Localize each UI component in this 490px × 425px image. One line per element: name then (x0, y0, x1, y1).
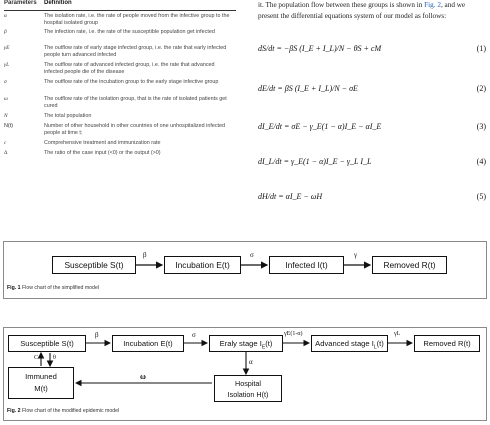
row-symbol: γE (4, 45, 10, 51)
label-sigma: σ (192, 331, 196, 339)
row-definition: The outflow rate of the isolation group, that is the rate of isolated patients get cured (44, 96, 227, 109)
figure-1-caption (7, 285, 99, 291)
row-definition: The infection rate, i.e. the rate of the susceptible population get infected (44, 29, 215, 35)
node-hospital-isolation (214, 375, 282, 402)
equation-number: (1) (476, 44, 486, 53)
row-symbol: Δ (4, 150, 8, 156)
label-theta: θ (53, 355, 56, 361)
label-gamma: γ (354, 251, 358, 259)
equation-lhs: dI_E/dt (258, 122, 282, 131)
node-incubation: Incubation E(t) (112, 335, 184, 352)
label-gamma-l: γL (394, 331, 401, 337)
equation-rhs: = −βS (I_E + I_L)/N − θS + cM (276, 44, 382, 53)
equation-5 (258, 192, 486, 201)
figure-2-caption (7, 408, 119, 414)
equation-3 (258, 122, 486, 131)
equation-number: (4) (476, 157, 486, 166)
equation-rhs: = σE − γ_E(1 − α)I_E − αI_E (284, 122, 382, 131)
node-early-stage (209, 335, 283, 352)
equation-lhs: dS/dt (258, 44, 275, 53)
row-definition: Comprehensive treatment and immunization rate (44, 140, 161, 146)
node-incubation: Incubation E(t) (164, 256, 241, 274)
figure-1 (3, 241, 487, 299)
equation-2 (258, 84, 486, 93)
label-omega: ω (140, 372, 146, 381)
intro-text-2: , and we present the differential equations system of our model as follows: (258, 1, 466, 20)
equation-rhs: = γ_E(1 − α)I_E − γ_L I_L (283, 157, 372, 166)
row-definition: The isolation rate, i.e. the rate of people moved from the infective group to the hospital isolated group (44, 13, 230, 26)
row-symbol: N(t) (4, 123, 13, 129)
node-susceptible: Susceptible S(t) (52, 256, 136, 274)
caption-text: Flow chart of the modified epidemic model (22, 408, 120, 414)
header-parameters: Parameters (4, 0, 37, 6)
early-stage-tail: (t) (265, 339, 273, 348)
intro-text-1: it. The population flow between these groups is shown in (258, 1, 423, 9)
intro-paragraph (258, 0, 486, 21)
early-stage-sub: E (261, 344, 266, 351)
hospital-label: Hospital (235, 379, 261, 388)
hospital-var: Isolation H(t) (227, 390, 269, 399)
advanced-stage-tail: (t) (376, 339, 384, 348)
equation-number: (5) (476, 192, 486, 201)
caption-label: Fig. 2 (7, 408, 21, 414)
early-stage-label: Eraly stage I (219, 339, 262, 348)
row-symbol: N (4, 113, 8, 119)
node-removed: Removed R(t) (372, 256, 447, 274)
row-symbol: ω (4, 96, 8, 102)
figure-link[interactable]: Fig. 2 (424, 1, 441, 9)
advanced-stage-label: Advanced stage I (315, 339, 374, 348)
equation-rhs: = αI_E − ωH (278, 192, 323, 201)
equation-1 (258, 44, 486, 53)
row-symbol: β (4, 29, 7, 35)
row-definition: Number of other household in other countries of one unhospitalized infected people at time t; (44, 123, 226, 136)
equation-number: (2) (476, 84, 486, 93)
equation-number: (3) (476, 122, 486, 131)
node-susceptible: Susceptible S(t) (8, 335, 86, 352)
equation-4 (258, 157, 486, 166)
equation-lhs: dE/dt (258, 84, 276, 93)
equation-rhs: = βS (I_E + I_L)/N − σE (277, 84, 358, 93)
row-symbol: c (4, 140, 7, 146)
node-removed: Removed R(t) (414, 335, 480, 352)
label-beta: β (95, 331, 99, 339)
label-gamma-e: γE(1-α) (284, 331, 303, 337)
header-definition: Definition (44, 0, 72, 6)
row-definition: The outflow rate of early stage infected group, i.e. the rate that early infected people turn advanced infected (44, 45, 227, 58)
label-beta: β (143, 251, 147, 259)
figure-2 (3, 327, 487, 421)
row-definition: The outflow rate of the incubation group to the early stage infective group (44, 79, 219, 85)
row-definition: The ratio of the case input (<0) or the output (>0) (44, 150, 161, 156)
caption-label: Fig. 1 (7, 285, 21, 291)
row-definition: The total population (44, 113, 92, 119)
caption-text: Flow chart of the simplified model (22, 285, 99, 291)
equation-lhs: dI_L/dt (258, 157, 282, 166)
table-rule (4, 10, 236, 11)
row-symbol: α (4, 13, 7, 19)
equation-lhs: dH/dt (258, 192, 277, 201)
row-symbol: γL (4, 62, 10, 68)
node-infected: Infected I(t) (269, 256, 344, 274)
label-c: C (34, 355, 39, 361)
node-advanced-stage (311, 335, 388, 352)
immuned-var: M(t) (34, 384, 48, 393)
advanced-stage-sub: L (373, 344, 377, 351)
node-immuned (8, 367, 74, 399)
label-alpha: α (249, 358, 253, 366)
immuned-label: Immuned (25, 372, 57, 381)
label-sigma: σ (250, 251, 254, 259)
row-definition: The outflow rate of advanced infected group, i.e. the rate that advanced infected people die of the disease (44, 62, 215, 75)
row-symbol: σ (4, 79, 7, 85)
